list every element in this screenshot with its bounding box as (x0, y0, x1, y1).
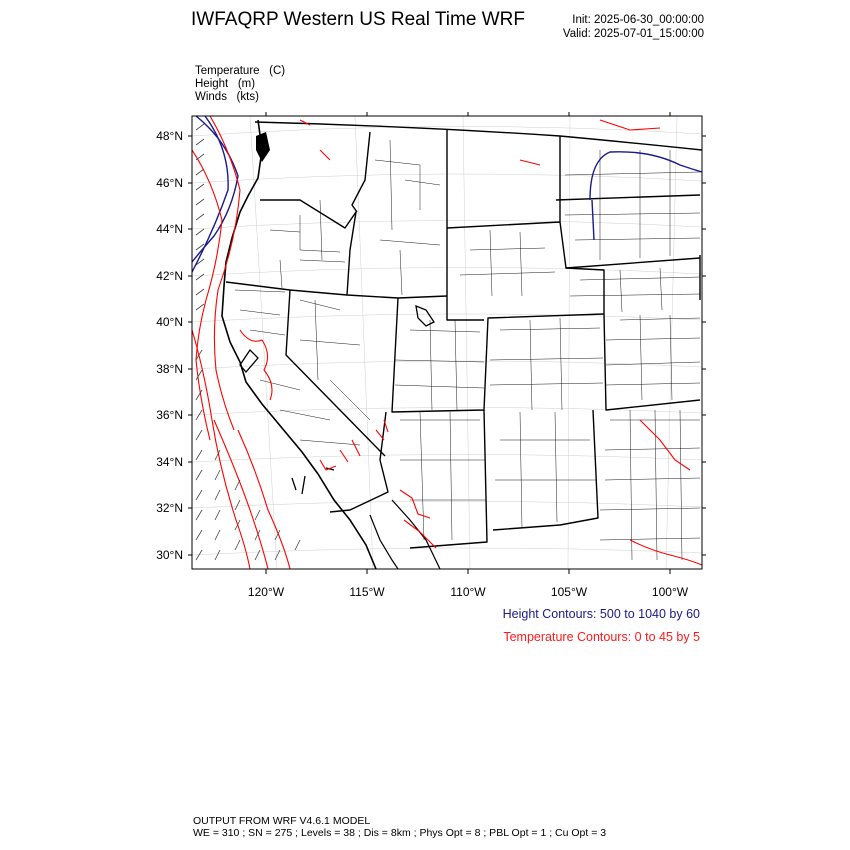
lat-label: 46°N (156, 176, 183, 190)
lon-label: 115°W (349, 585, 385, 599)
lat-label: 48°N (156, 129, 183, 143)
model-config: WE = 310 ; SN = 275 ; Levels = 38 ; Dis = 8km ; Phys Opt = 8 ; PBL Opt = 1 ; Cu Opt = 3 (193, 827, 607, 839)
map-content (192, 116, 702, 569)
lat-label: 30°N (156, 548, 183, 562)
lat-label: 32°N (156, 501, 183, 515)
lon-label: 100°W (651, 585, 689, 599)
field-unit: (kts) (236, 91, 259, 103)
wind-barbs (196, 124, 300, 560)
lon-label: 110°W (450, 585, 486, 599)
longitude-labels (248, 585, 689, 599)
islands (240, 350, 334, 494)
lat-label: 34°N (156, 455, 183, 469)
gulf-of-california (370, 500, 440, 569)
model-info: OUTPUT FROM WRF V4.6.1 MODEL (193, 815, 371, 827)
init-time: Init: 2025-06-30_00:00:00 (572, 14, 704, 26)
lat-label: 42°N (156, 269, 183, 283)
great-salt-lake (416, 306, 434, 326)
puget-sound (256, 132, 270, 162)
latitude-labels (156, 129, 183, 562)
lat-label: 36°N (156, 408, 183, 422)
field-unit: (C) (269, 65, 286, 77)
field-name: Temperature (195, 65, 260, 77)
lon-label: 120°W (247, 585, 285, 599)
field-name: Winds (195, 91, 227, 103)
map-title: IWFAQRP Western US Real Time WRF (191, 9, 525, 30)
lat-label: 38°N (156, 362, 183, 376)
lat-label: 44°N (156, 222, 183, 236)
lon-label: 105°W (550, 585, 588, 599)
valid-time: Valid: 2025-07-01_15:00:00 (562, 28, 704, 40)
lat-label: 40°N (156, 315, 183, 329)
field-unit: (m) (237, 78, 256, 90)
field-name: Height (195, 78, 229, 90)
height-contour-legend: Height Contours: 500 to 1040 by 60 (502, 607, 700, 621)
temperature-contour-legend: Temperature Contours: 0 to 45 by 5 (503, 630, 700, 644)
